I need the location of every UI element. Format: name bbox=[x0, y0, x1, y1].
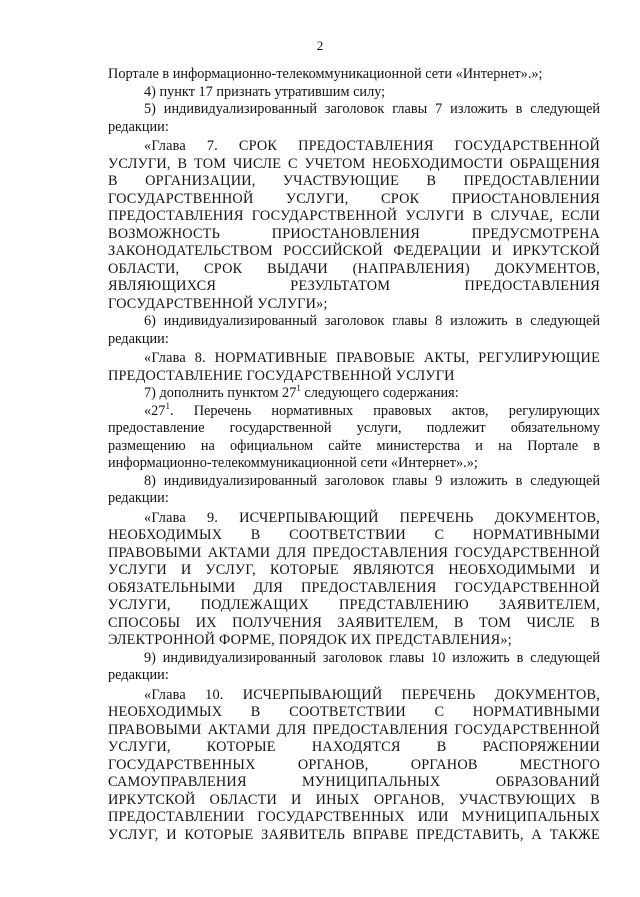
text-fragment: следующего содержания: bbox=[300, 385, 459, 401]
superscript: 1 bbox=[296, 383, 301, 394]
chapter-7-title-line: ПРЕДОСТАВЛЕНИЯ ГОСУДАРСТВЕННОЙ УСЛУГИ В СЛУЧАЕ, ЕСЛИ bbox=[108, 208, 600, 224]
page-number: 2 bbox=[316, 38, 324, 53]
text-line: 4) пункт 17 признать утратившим силу; bbox=[144, 83, 386, 100]
chapter-7-title-line: ГОСУДАРСТВЕННОЙ УСЛУГИ»; bbox=[108, 295, 328, 312]
chapter-10-title-line: УСЛУГИ, КОТОРЫЕ НАХОДЯТСЯ В РАСПОРЯЖЕНИИ bbox=[108, 739, 600, 755]
text-line bbox=[108, 400, 600, 421]
chapter-9-title-line: ОБЯЗАТЕЛЬНЫМИ ДЛЯ ПРЕДОСТАВЛЕНИЯ ГОСУДАРСТВЕННОЙ bbox=[108, 579, 600, 596]
text-line: редакции: bbox=[108, 118, 169, 135]
chapter-7-title-line: ГОСУДАРСТВЕННОЙ УСЛУГИ, СРОК ПРИОСТАНОВЛЕНИЯ bbox=[108, 190, 600, 207]
text-line: 9) индивидуализированный заголовок главы 10 изложить в следующей bbox=[144, 649, 600, 666]
text-line: редакции: bbox=[108, 330, 169, 347]
chapter-10-title-line: ГОСУДАРСТВЕННЫХ ОРГАНОВ, ОРГАНОВ МЕСТНОГО bbox=[108, 756, 600, 773]
text-line bbox=[108, 385, 600, 403]
text-line: 8) индивидуализированный заголовок главы 9 изложить в следующей bbox=[144, 472, 600, 489]
text-fragment: 7) дополнить пунктом 27 bbox=[144, 385, 297, 401]
chapter-10-title-line: ПРАВОВЫМИ АКТАМИ ДЛЯ ПРЕДОСТАВЛЕНИЯ ГОСУДАРСТВЕННОЙ bbox=[108, 721, 600, 738]
text-line: 5) индивидуализированный заголовок главы 7 изложить в следующей bbox=[144, 101, 600, 117]
chapter-9-title-line: СПОСОБЫ ИХ ПОЛУЧЕНИЯ ЗАЯВИТЕЛЕМ, В ТОМ ЧИСЛЕ В bbox=[108, 614, 600, 631]
chapter-9-title-line: УСЛУГИ И УСЛУГ, КОТОРЫЕ ЯВЛЯЮТСЯ НЕОБХОДИМЫМИ И bbox=[108, 562, 600, 578]
chapter-9-title-line: НЕОБХОДИМЫХ В СООТВЕТСТВИИ С НОРМАТИВНЫМИ bbox=[108, 527, 600, 543]
chapter-10-title-line: САМОУПРАВЛЕНИЯ МУНИЦИПАЛЬНЫХ ОБРАЗОВАНИЙ bbox=[108, 774, 600, 790]
chapter-7-title-line: ВОЗМОЖНОСТЬ ПРИОСТАНОВЛЕНИЯ ПРЕДУСМОТРЕНА bbox=[108, 225, 600, 242]
superscript: 1 bbox=[165, 400, 170, 411]
chapter-7-title-line: ЯВЛЯЮЩИХСЯ РЕЗУЛЬТАТОМ ПРЕДОСТАВЛЕНИЯ bbox=[108, 278, 600, 294]
text-fragment: . Перечень нормативных правовых актов, регулирующих bbox=[169, 402, 600, 419]
chapter-8-title-line: «Глава 8. НОРМАТИВНЫЕ ПРАВОВЫЕ АКТЫ, РЕГУЛИРУЮЩИЕ bbox=[144, 350, 600, 366]
chapter-10-title-line: ПРЕДОСТАВЛЕНИИ ГОСУДАРСТВЕННЫХ ИЛИ МУНИЦИПАЛЬНЫХ bbox=[108, 809, 600, 825]
chapter-9-title-line: ПРАВОВЫМИ АКТАМИ ДЛЯ ПРЕДОСТАВЛЕНИЯ ГОСУДАРСТВЕННОЙ bbox=[108, 544, 600, 561]
chapter-10-title-line: НЕОБХОДИМЫХ В СООТВЕТСТВИИ С НОРМАТИВНЫМИ bbox=[108, 704, 600, 720]
document-body bbox=[108, 66, 600, 844]
text-line: размещению на официальном сайте министерства и на Портале в bbox=[108, 437, 600, 454]
chapter-10-title-line: «Глава 10. ИСЧЕРПЫВАЮЩИЙ ПЕРЕЧЕНЬ ДОКУМЕНТОВ, bbox=[144, 686, 600, 703]
chapter-7-title-line: «Глава 7. СРОК ПРЕДОСТАВЛЕНИЯ ГОСУДАРСТВЕННОЙ bbox=[144, 138, 600, 154]
chapter-9-title-line: ЭЛЕКТРОННОЙ ФОРМЕ, ПОРЯДОК ИХ ПРЕДСТАВЛЕНИЯ»; bbox=[108, 632, 512, 648]
chapter-10-title-line: УСЛУГ, И КОТОРЫЕ ЗАЯВИТЕЛЬ ВПРАВЕ ПРЕДСТАВИТЬ, А ТАКЖЕ bbox=[108, 826, 600, 843]
text-fragment: «27 bbox=[144, 402, 166, 419]
chapter-7-title-line: ЗАКОНОДАТЕЛЬСТВОМ РОССИЙСКОЙ ФЕДЕРАЦИИ И ИРКУТСКОЙ bbox=[108, 243, 600, 259]
chapter-9-title-line: УСЛУГИ, ПОДЛЕЖАЩИХ ПРЕДСТАВЛЕНИЮ ЗАЯВИТЕЛЕМ, bbox=[108, 597, 600, 613]
chapter-10-title-line: ИРКУТСКОЙ ОБЛАСТИ И ИНЫХ ОРГАНОВ, УЧАСТВУЮЩИХ В bbox=[108, 791, 600, 808]
text-line: предоставление государственной услуги, подлежит обязательному bbox=[108, 420, 600, 436]
text-line: Портале в информационно-телекоммуникационной сети «Интернет».»; bbox=[108, 66, 543, 82]
text-line: информационно-телекоммуникационной сети «Интернет».»; bbox=[108, 455, 478, 471]
text-line: редакции: bbox=[108, 667, 169, 683]
chapter-9-title-line: «Глава 9. ИСЧЕРПЫВАЮЩИЙ ПЕРЕЧЕНЬ ДОКУМЕНТОВ, bbox=[144, 509, 600, 526]
chapter-7-title-line: В ОРГАНИЗАЦИИ, УЧАСТВУЮЩИЕ В ПРЕДОСТАВЛЕНИИ bbox=[108, 173, 600, 189]
text-line: редакции: bbox=[108, 490, 169, 506]
chapter-8-title-line: ПРЕДОСТАВЛЕНИЕ ГОСУДАРСТВЕННОЙ УСЛУГИ bbox=[108, 367, 455, 384]
text-line: 6) индивидуализированный заголовок главы 8 изложить в следующей bbox=[144, 313, 600, 329]
chapter-7-title-line: ОБЛАСТИ, СРОК ВЫДАЧИ (НАПРАВЛЕНИЯ) ДОКУМЕНТОВ, bbox=[108, 260, 600, 277]
chapter-7-title-line: УСЛУГИ, В ТОМ ЧИСЛЕ С УЧЕТОМ НЕОБХОДИМОСТИ ОБРАЩЕНИЯ bbox=[108, 155, 600, 172]
